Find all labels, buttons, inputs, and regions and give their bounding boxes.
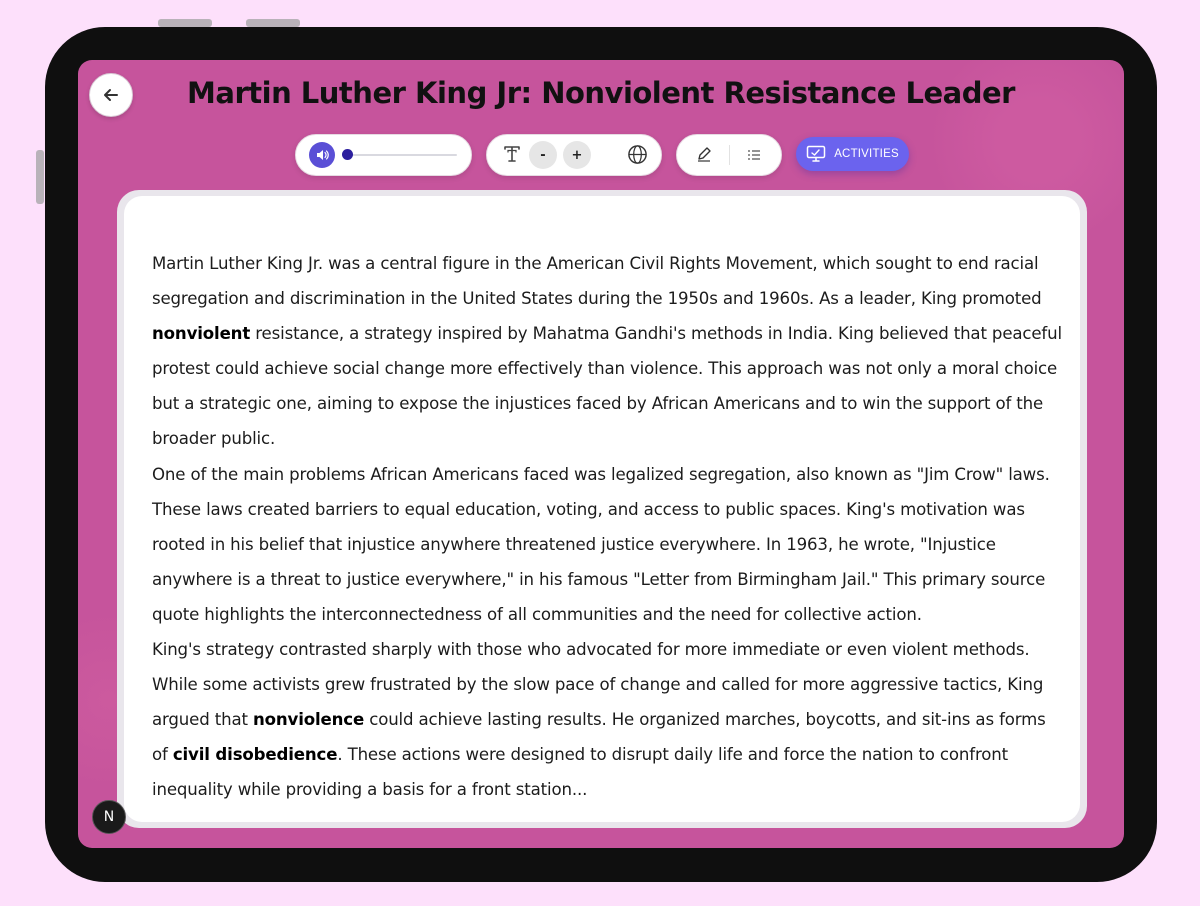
- pen-icon[interactable]: [696, 146, 712, 162]
- article-paragraph: [152, 457, 1062, 632]
- article-text: [152, 246, 1062, 808]
- text-run: One of the main problems African Americans faced was legalized segregation, also known as "Jim Crow" laws. These laws created barriers to equal education, voting, and access to public spaces. King's motivation was rooted in his belief that injustice anywhere threatened justice everywhere. In 1963, he wrote, "Injustice anywhere is a threat to justice everywhere," in his famous "Letter from Birmingham Jail." This primary source quote highlights the interconnectedness of all communities and the need for collective action.: [152, 464, 1050, 624]
- audio-progress-thumb[interactable]: [342, 149, 353, 160]
- list-icon[interactable]: [747, 148, 761, 162]
- page-title: Martin Luther King Jr: Nonviolent Resistance Leader: [187, 76, 1015, 110]
- text-run: . These actions were designed to disrupt daily life and force the nation to confront inequality while providing a basis for a front station...: [152, 745, 1008, 800]
- reading-tools: [676, 134, 782, 176]
- bold-term: nonviolence: [252, 710, 365, 730]
- text-size-controls: [486, 134, 662, 176]
- bold-term: civil disobedience: [172, 745, 338, 765]
- article-paragraph: [152, 632, 1062, 807]
- decrease-text-size-button[interactable]: -: [529, 141, 557, 169]
- increase-text-size-button[interactable]: +: [563, 141, 591, 169]
- text-run: could achieve lasting results. He organized marches, boycotts, and sit-ins as forms of: [152, 710, 1046, 765]
- power-button: [36, 150, 44, 204]
- audio-progress-slider[interactable]: [345, 154, 457, 156]
- play-audio-button[interactable]: [309, 142, 335, 168]
- activities-label: ACTIVITIES: [834, 148, 899, 160]
- text-run: Martin Luther King Jr. was a central figure in the American Civil Rights Movement, which sought to end racial segregation and discrimination in the United States during the 1950s and 1960s. As a leader, King promoted: [152, 254, 1042, 309]
- n-logo-icon[interactable]: N: [92, 800, 126, 834]
- divider: [729, 145, 730, 165]
- globe-icon[interactable]: [627, 144, 648, 165]
- volume-up-button: [158, 19, 212, 27]
- text-run: King's strategy contrasted sharply with those who advocated for more immediate or even violent methods. While some activists grew frustrated by the slow pace of change and called for more aggressive tactics, King argued that: [152, 640, 1044, 730]
- monitor-icon: [806, 145, 826, 163]
- reading-card: [124, 196, 1080, 822]
- article-paragraph: [152, 246, 1062, 457]
- audio-player: [295, 134, 472, 176]
- activities-button[interactable]: [796, 137, 909, 171]
- text-run: resistance, a strategy inspired by Mahatma Gandhi's methods in India. King believed that peaceful protest could achieve social change more effectively than violence. This approach was not only a moral choice but a strategic one, aiming to expose the injustices faced by African Americans and to win the support of the broader public.: [152, 324, 1062, 449]
- app-screen: [78, 60, 1124, 848]
- bold-term: nonviolent: [152, 324, 251, 344]
- speaker-icon: [315, 148, 329, 162]
- volume-down-button: [246, 19, 300, 27]
- text-size-icon: [502, 144, 522, 164]
